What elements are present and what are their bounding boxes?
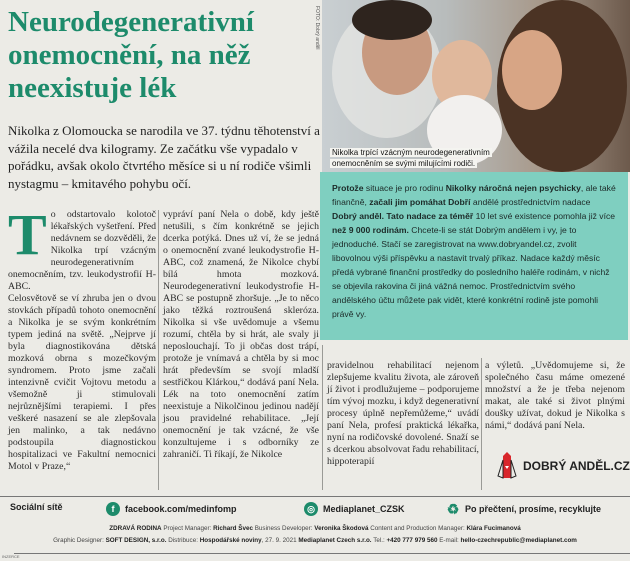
facebook-icon: f (106, 502, 120, 516)
credits-line-2 (0, 535, 630, 547)
text-segment: Veronika Škodová (314, 525, 369, 532)
angel-icon (497, 450, 517, 482)
text-segment: , 27. 9. 2021 (261, 537, 299, 544)
text-segment: Tel.: (371, 537, 387, 544)
bottom-divider (14, 553, 630, 554)
photo-credit: FOTO: Dobrý anděl (314, 6, 320, 50)
page-mark: INZERCE (2, 554, 20, 559)
text-segment: než 9 000 rodinám. (332, 225, 409, 235)
text-segment: 10 let své existence pomohla již více (473, 211, 616, 221)
text-segment: začali jim pomáhat Dobří (369, 197, 471, 207)
article-column-4: a výletů. „Uvědomujeme si, že společného času máme omezené množství a že je třeba nejenom makat, ale také si život plnými doušky užívat, dokud je Nikolka s námi,“ dodává paní Nela. (485, 360, 625, 431)
article-column-1 (8, 202, 156, 473)
drop-cap: T (8, 202, 47, 267)
article-lead: Nikolka z Olomoucka se narodila ve 37. týdnu těhotenství a vážila necelé dva kilogramy. Ze začátku vše vypadalo v pořádku, avšak okolo čtvrtého měsíce si u ní rodiče všimli nystagmu – kmitavého pohybu očí. (8, 123, 320, 191)
donation-info-box (320, 172, 628, 340)
facebook-text: facebook.com/medinfomp (125, 504, 237, 514)
instagram-icon: ◎ (304, 502, 318, 516)
text-segment: SOFT DESIGN, s.r.o. (105, 537, 167, 544)
text-segment: Dobrý anděl. Tato nadace za téměř (332, 211, 474, 221)
article-title: Neurodegenerativní onemocnění, na něž neexistuje lék (8, 6, 254, 104)
text-segment: hello-czechrepublic@mediaplanet.com (460, 537, 577, 544)
photo-caption (330, 147, 492, 169)
article-column-3: pravidelnou rehabilitací nejenom zlepšujeme kvalitu života, ale zároveň jí život i prodlužujeme – podporujeme tím vývoj mozku, i když degenerativní procesy úplně nepřemůžeme,“ uvádí paní Nela, profesí praktická lékařka, nyní na rodičovské dovolené. Snaží se s dcerkou absolvovat řadu rehabilitací, hippoterapií (327, 360, 479, 467)
recycle-icon: ♻ (446, 500, 460, 517)
text-segment: Mediaplanet Czech s.r.o. (298, 537, 372, 544)
facebook-link[interactable] (106, 502, 237, 516)
text-segment: ZDRAVÁ RODINA (109, 525, 162, 532)
instagram-link[interactable] (304, 502, 405, 516)
logo-text: DOBRÝ ANDĚL.CZ (523, 459, 630, 473)
caption-line-2: onemocněním se svými milujícími rodiči. (332, 159, 476, 168)
text-segment: Klára Fucimanová (466, 525, 521, 532)
social-bar (10, 502, 625, 516)
recycle-text: Po přečtení, prosíme, recyklujte (465, 504, 602, 514)
paragraph: Celosvětově se ví zhruba jen o dvou stovkách případů tohoto onemocnění a Nikolka je se svým konkrétním typem jediná na světě. „Nejprve jí byla diagnostikována dětská mozková obrna s mozečkovým syndromem. Proto jsme začali intenzivně cvičit Vojtovu metodu a všemožně ji stimulovali nejrůznějšími terapiemi. I přes veškeré nasazení se ale zlepšovala jen malinko, a tak nedávno podstoupila diagnostickou hospitalizaci ve Fakultní nemocnici Motol v Praze,“ (8, 293, 156, 472)
credits-line-1 (0, 523, 630, 535)
text-segment: Chcete-li se stát Dobrým andělem i vy, je to jednoduché. Stačí se zaregistrovat na www.dobryandel.cz, zvolit libovolnou výši příspěvku a nastavit trvalý příkaz. Nadace každý měsíc předá vybrané finanční prostředky do posledního haléře rodinám, v nichž se objevila rakovina či jiná vážná nemoc. Prostřednictvím svého andělského účtu můžete pak vidět, které konkrétní rodině jste pomohli právě vy. (332, 225, 610, 319)
text-segment: E-mail: (437, 537, 461, 544)
text-segment: +420 777 979 560 (386, 537, 438, 544)
text-segment: Distribuce: (166, 537, 200, 544)
column-divider (158, 210, 159, 490)
text-segment: , ale také finančně, (332, 183, 616, 207)
recycle-note (446, 502, 601, 516)
text-segment: Protože (332, 183, 364, 193)
text-segment: Business Developer: (252, 525, 315, 532)
text-segment: Graphic Designer: (53, 537, 106, 544)
footer-divider (0, 496, 630, 497)
article-column-2: vypráví paní Nela o době, kdy ještě netušili, s čím konkrétně se jejich dcerka potýká. Dnes už ví, že se jedná o onemocnění zvané leukodystrofie H-ABC, což znamená, že Nikolce chybí bílá hmota mozková. Neurodegenerativní leukodystrofie H-ABC se postupně zhoršuje. „Je to něco jako těžká roztroušená skleróza. Nikolka si vše uvědomuje a všemu rozumí, chtěla by si hrát, ale svaly ji neposlouchají. To ji občas dost trápí, protože je vnímavá a chtěla by si moc hrát především se svojí mladší sestřičkou Klárkou,“ dodává paní Nela. Lék na toto onemocnění zatím neexistuje a Nikolčinou jedinou nadějí jsou pravidelné rehabilitace. „Její onemocnění je tak vzácné, že vše konzultujeme i s odborníky ze zahraničí. Ti říkají, že Nikolce (163, 209, 319, 460)
instagram-text: Mediaplanet_CZSK (323, 504, 405, 514)
column-divider (481, 358, 482, 490)
text-segment: andělé prostřednictvím nadace (470, 197, 591, 207)
paragraph: o odstartovalo kolotoč lékařských vyšetření. Před nedávnem se dozvěděli, že Nikolka trpí vzácným neurodegenerativním onemocněním, tzv. leukodystrofií H-ABC. (8, 209, 156, 292)
text-segment: Content and Production Manager: (368, 525, 467, 532)
column-divider (322, 345, 323, 490)
text-segment: situace je pro rodinu (363, 183, 446, 193)
social-label: Sociální sítě (10, 502, 63, 512)
text-segment: Richard Švec (213, 525, 253, 532)
caption-line-1: Nikolka trpící vzácným neurodegenerativním (332, 148, 490, 157)
publication-credits (0, 523, 630, 547)
text-segment: Project Manager: (161, 525, 214, 532)
dobry-andel-logo (497, 450, 630, 482)
text-segment: Nikolky náročná nejen psychicky (445, 183, 581, 193)
text-segment: Hospodářské noviny (199, 537, 262, 544)
